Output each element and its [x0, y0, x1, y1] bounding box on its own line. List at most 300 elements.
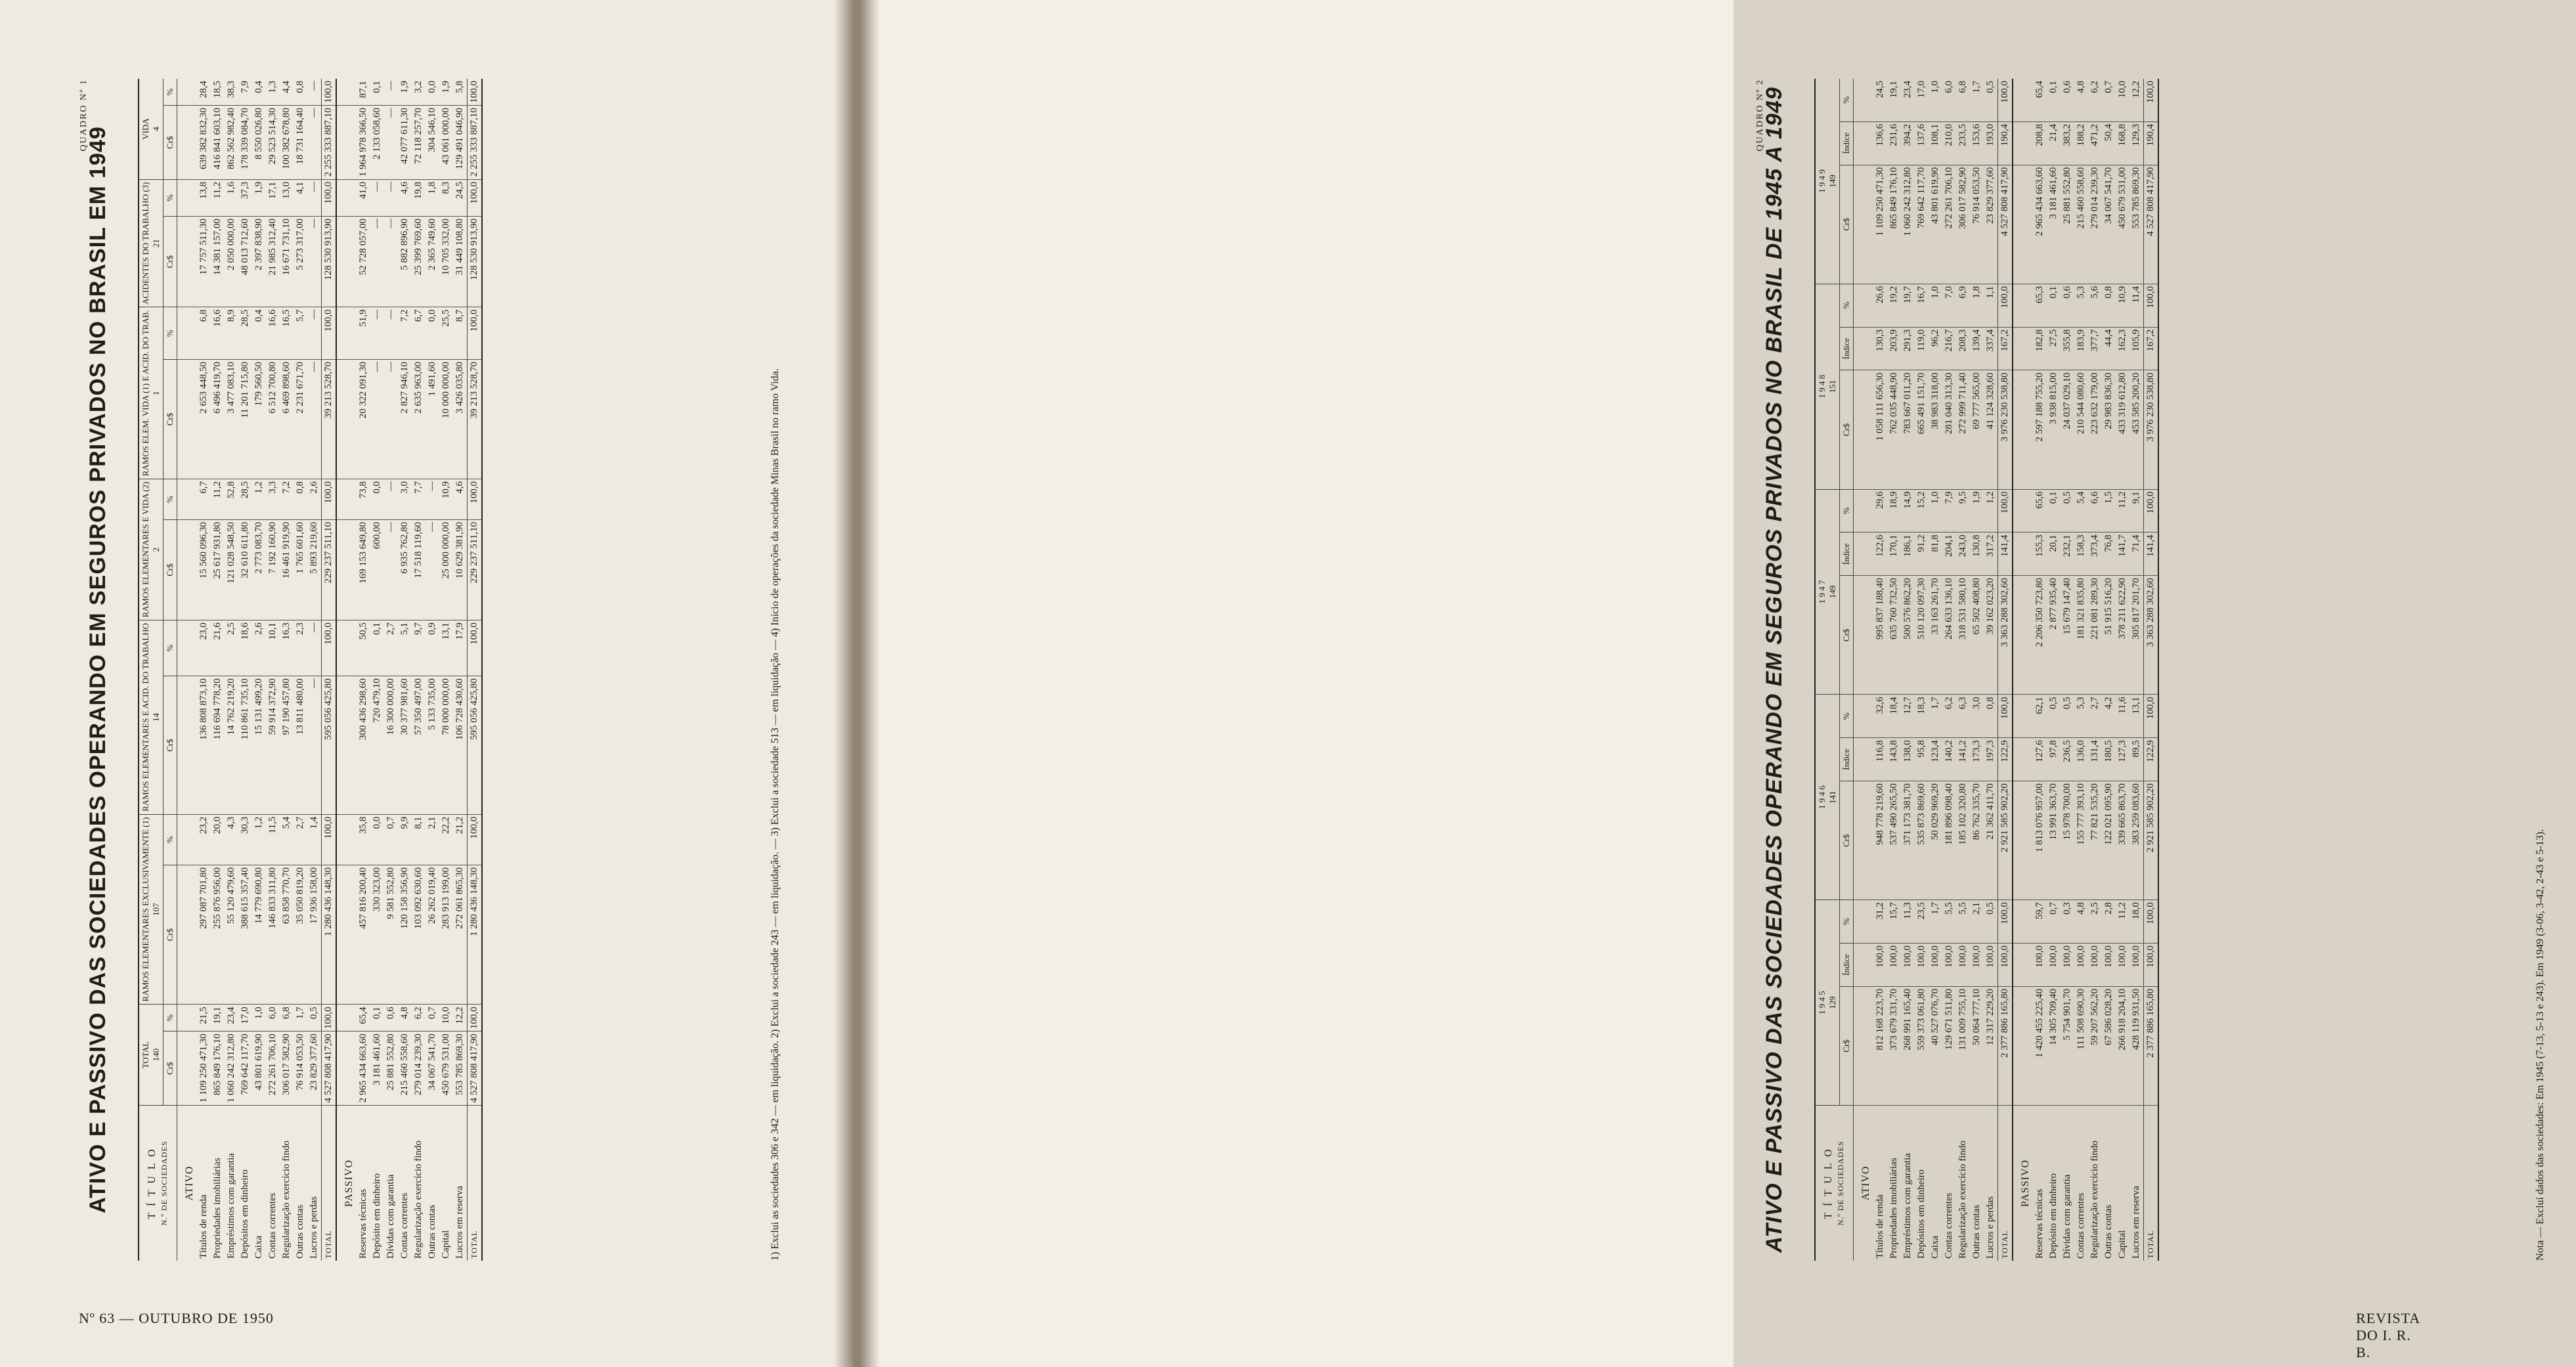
table-cell: 0,5 — [1984, 79, 1998, 121]
table-cell: 0,6 — [384, 1005, 398, 1031]
table-cell: 12,2 — [2129, 79, 2144, 121]
table-cell: 59 207 562,20 — [2088, 986, 2102, 1105]
table-cell: 28,5 — [238, 307, 252, 360]
row-label: Regularização exercício findo — [281, 1140, 292, 1259]
table-cell: 306 017 582,90 — [280, 1031, 294, 1106]
table-cell: 1,9 — [1970, 489, 1984, 532]
header-group: RAMOS ELEMENTARES E VIDA (2) 2 — [139, 479, 164, 620]
table-cell: 457 816 200,40 — [357, 865, 370, 1005]
table-cell: 28,5 — [238, 479, 252, 520]
table-cell: 215 460 558,60 — [398, 1031, 412, 1106]
table-cell: 4 527 808 417,90 — [468, 1031, 483, 1106]
header-cr: Cr$ — [164, 676, 177, 815]
row-label: Propriedades imobiliárias — [1888, 1158, 1899, 1259]
table-cell: 272 999 711,40 — [1956, 370, 1970, 489]
table-cell: 15 560 096,30 — [197, 519, 211, 620]
table-cell: 339 665 863,70 — [2116, 781, 2129, 900]
table-cell: 181 321 835,80 — [2074, 576, 2088, 695]
quadro-2-notes: Nota — Excluí dados das sociedades: Em 1945 (7-13, 5-13 e 243). Em 1949 (3-06, 3-42, 2-43 e 5-13). — [2535, 829, 2546, 1261]
ativo-section — [177, 79, 337, 1261]
table-cell: 141,7 — [2116, 532, 2129, 576]
section-spacer — [2013, 944, 2033, 987]
table-cell: 17 757 511,30 — [197, 216, 211, 307]
section-spacer — [177, 519, 198, 620]
table-cell: 3 426 035,80 — [453, 359, 468, 479]
table-cell: 4 527 808 417,90 — [1998, 165, 2013, 284]
table-cell: 8,3 — [439, 179, 453, 216]
table-cell: 3,0 — [398, 479, 412, 520]
table-cell: 100,0 — [2144, 944, 2159, 987]
table-cell: 3 181 461,60 — [370, 1031, 384, 1106]
table-cell: 100,0 — [1984, 944, 1998, 987]
table-cell: 100,0 — [1956, 944, 1970, 987]
table-cell: 1,5 — [2102, 489, 2116, 532]
table-cell: — — [370, 216, 384, 307]
row-label: Outras contas — [1971, 1204, 1982, 1259]
table-cell: 106 728 430,60 — [453, 676, 468, 815]
table-row — [211, 79, 225, 1261]
table-cell: 595 056 425,80 — [468, 676, 483, 815]
table-cell: 100,0 — [322, 479, 337, 520]
table-cell: 243,0 — [1956, 532, 1970, 576]
section-spacer — [1854, 165, 1874, 284]
table-cell: 2 133 058,60 — [370, 106, 384, 180]
table-cell: 20 322 091,30 — [357, 359, 370, 479]
table-row — [1915, 79, 1929, 1261]
header-cr: Cr$ — [1840, 370, 1854, 489]
table-row — [2033, 79, 2047, 1261]
table-cell: 812 168 223,70 — [1873, 986, 1887, 1105]
table-cell: 97,8 — [2047, 738, 2061, 781]
table-cell: 34 067 541,70 — [426, 1031, 439, 1106]
table-cell: — — [307, 79, 322, 106]
table-cell: 2 877 935,40 — [2047, 576, 2061, 695]
table-cell: 1,8 — [1970, 284, 1984, 327]
table-cell: 100 382 678,80 — [280, 106, 294, 180]
table-cell: 10 705 332,00 — [439, 216, 453, 307]
table-cell: 25 617 931,80 — [211, 519, 225, 620]
table-cell: 1,9 — [398, 79, 412, 106]
section-spacer — [336, 519, 357, 620]
footer-issue: Nº 63 — OUTUBRO DE 1950 — [79, 1310, 274, 1326]
row-label: Capital — [441, 1230, 451, 1259]
table-cell: 0,7 — [384, 814, 398, 865]
table-cell: 31,2 — [1873, 900, 1887, 944]
table-cell: 6,9 — [1956, 284, 1970, 327]
quadro-2 — [1755, 79, 2576, 1261]
table-cell: 2 653 448,50 — [197, 359, 211, 479]
table-cell: 11,2 — [211, 479, 225, 520]
ativo-section — [1854, 79, 2013, 1261]
table-cell: 23,4 — [1901, 79, 1915, 121]
table-cell: 2 921 585 902,20 — [2144, 781, 2159, 900]
table-cell: 100,0 — [468, 814, 483, 865]
table-cell: 103 092 630,60 — [412, 865, 426, 1005]
table-cell: 10,0 — [2116, 79, 2129, 121]
section-spacer — [1854, 738, 1874, 781]
table-cell: 30 377 981,60 — [398, 676, 412, 815]
table-cell: 76,8 — [2102, 532, 2116, 576]
table-cell: 388 615 357,40 — [238, 865, 252, 1005]
table-cell: 450 679 531,00 — [439, 1031, 453, 1106]
table-cell: 4,8 — [2074, 900, 2088, 944]
table-cell: 100,0 — [322, 814, 337, 865]
header-indice: Índice — [1840, 121, 1854, 165]
table-cell: — — [370, 359, 384, 479]
table-cell: — — [307, 620, 322, 676]
table-cell: 12,7 — [1901, 695, 1915, 738]
table-cell: 2,6 — [252, 620, 266, 676]
table-cell: 6 935 762,80 — [398, 519, 412, 620]
row-label: Lucros em reserva — [454, 1186, 465, 1259]
table-cell: 100,0 — [468, 179, 483, 216]
section-spacer — [2013, 79, 2033, 121]
table-cell: 23 829 377,60 — [1984, 165, 1998, 284]
table-cell: 210,0 — [1942, 121, 1956, 165]
table-cell: 203,9 — [1887, 327, 1901, 370]
table-cell: 10,1 — [266, 620, 280, 676]
table-cell: — — [384, 79, 398, 106]
header-group: RAMOS ELEMENTARES E ACID. DO TRABALHO 14 — [139, 620, 164, 815]
table-cell: 24 037 029,10 — [2061, 370, 2074, 489]
table-cell: 21 362 411,70 — [1984, 781, 1998, 900]
table-cell: 3 976 230 538,80 — [2144, 370, 2159, 489]
table-cell: 129 491 046,90 — [453, 106, 468, 180]
table-cell: 23,2 — [197, 814, 211, 865]
table-cell: 91,2 — [1915, 532, 1929, 576]
table-cell: 10,0 — [439, 1005, 453, 1031]
table-cell: 28,4 — [197, 79, 211, 106]
table-cell: 19,7 — [1901, 284, 1915, 327]
quadro-2-title: ATIVO E PASSIVO DAS SOCIEDADES OPERANDO EM SEGUROS PRIVADOS NO BRASIL DE 1945 A 1949 — [1762, 87, 1787, 1253]
table-cell: 215 460 558,60 — [2074, 165, 2088, 284]
table-cell: 1,9 — [252, 179, 266, 216]
header-titulo: T Í T U L O N.º DE SOCIEDADES — [139, 1106, 177, 1261]
table-cell: 22,2 — [439, 814, 453, 865]
table-cell: 127,3 — [2116, 738, 2129, 781]
table-cell: 100,0 — [2116, 944, 2129, 987]
table-cell: 100,0 — [2144, 695, 2159, 738]
table-row — [2129, 79, 2144, 1261]
table-cell: 169 153 649,80 — [357, 519, 370, 620]
table-cell: 0,1 — [2047, 489, 2061, 532]
table-cell: 21 985 312,40 — [266, 216, 280, 307]
table-cell: 100,0 — [1873, 944, 1887, 987]
section-spacer — [177, 676, 198, 815]
table-cell: 50 064 777,10 — [1970, 986, 1984, 1105]
table-cell: — — [384, 307, 398, 360]
table-cell: 9,5 — [1956, 489, 1970, 532]
table-cell: 4 527 808 417,90 — [2144, 165, 2159, 284]
table-cell: — — [307, 676, 322, 815]
table-cell: 0,0 — [370, 814, 384, 865]
quadro-1-table — [138, 79, 483, 1261]
table-cell: 18,4 — [1887, 695, 1901, 738]
table-cell: 2 965 434 663,60 — [2033, 165, 2047, 284]
header-group: TOTAL 140 — [139, 1005, 164, 1106]
table-cell: 7,9 — [238, 79, 252, 106]
table-cell: 12,2 — [453, 1005, 468, 1031]
row-label: Capital — [2117, 1230, 2128, 1259]
table-row — [2061, 79, 2074, 1261]
header-pct: % — [1840, 900, 1854, 944]
section-spacer — [336, 79, 357, 106]
header-group: VIDA 4 — [139, 79, 164, 179]
table-cell: 5 882 896,90 — [398, 216, 412, 307]
table-cell: 87,1 — [357, 79, 370, 106]
table-cell: 4,2 — [2102, 695, 2116, 738]
table-cell: 600,00 — [370, 519, 384, 620]
section-spacer — [2013, 327, 2033, 370]
table-cell: 116,8 — [1873, 738, 1887, 781]
header-cr: Cr$ — [164, 216, 177, 307]
section-spacer — [1854, 489, 1874, 532]
row-label: TOTAL — [2144, 1106, 2159, 1261]
table-cell: 10 629 381,90 — [453, 519, 468, 620]
table-cell: 4,1 — [294, 179, 307, 216]
table-cell: 155,3 — [2033, 532, 2047, 576]
table-cell: 1 813 076 957,00 — [2033, 781, 2047, 900]
table-cell: 42 077 611,30 — [398, 106, 412, 180]
table-cell: 19,1 — [1887, 79, 1901, 121]
row-label: Depósito em dinheiro — [2048, 1173, 2059, 1259]
section-spacer — [1854, 944, 1874, 987]
table-cell: 1 060 242 312,80 — [1901, 165, 1915, 284]
section-spacer — [336, 216, 357, 307]
table-cell: 21,5 — [197, 1005, 211, 1031]
table-cell: 0,0 — [426, 307, 439, 360]
table-cell: 510 120 097,30 — [1915, 576, 1929, 695]
row-label: Reservas técnicas — [2034, 1188, 2045, 1259]
table-cell: 2,1 — [426, 814, 439, 865]
table-row — [1887, 79, 1901, 1261]
section-spacer — [177, 1005, 198, 1031]
table-cell: 100,0 — [468, 620, 483, 676]
table-cell: 178 339 084,70 — [238, 106, 252, 180]
table-cell: 317,2 — [1984, 532, 1998, 576]
table-cell: 100,0 — [1887, 944, 1901, 987]
table-cell: 0,0 — [426, 79, 439, 106]
section-spacer — [1854, 79, 1874, 121]
table-cell: 11,2 — [2116, 489, 2129, 532]
table-cell: — — [307, 106, 322, 180]
table-cell: 9 581 552,80 — [384, 865, 398, 1005]
table-cell: 105,9 — [2129, 327, 2144, 370]
table-cell: 537 490 265,50 — [1887, 781, 1901, 900]
total-row — [2144, 79, 2159, 1261]
section-spacer — [336, 179, 357, 216]
table-cell: 5,8 — [453, 79, 468, 106]
table-cell: 272 261 706,10 — [1942, 165, 1956, 284]
section-spacer — [2013, 284, 2033, 327]
header-pct: % — [1840, 695, 1854, 738]
table-cell: 13,1 — [2129, 695, 2144, 738]
table-cell: 500 576 862,20 — [1901, 576, 1915, 695]
header-pct: % — [164, 814, 177, 865]
table-cell: 0,8 — [294, 79, 307, 106]
table-row — [280, 79, 294, 1261]
table-row — [1984, 79, 1998, 1261]
table-cell: 221 081 289,30 — [2088, 576, 2102, 695]
table-cell: 65,4 — [357, 1005, 370, 1031]
table-cell: 17,0 — [238, 1005, 252, 1031]
table-cell: 1 058 111 656,30 — [1873, 370, 1887, 489]
table-cell: 143,8 — [1887, 738, 1901, 781]
table-cell: 0,8 — [1984, 695, 1998, 738]
table-cell: 2 827 946,10 — [398, 359, 412, 479]
header-indice: Índice — [1840, 944, 1854, 987]
table-cell: 43 801 619,90 — [1929, 165, 1942, 284]
table-cell: 283 913 199,00 — [439, 865, 453, 1005]
table-row — [357, 79, 370, 1261]
table-cell: 23,4 — [225, 1005, 238, 1031]
table-cell: 17,9 — [453, 620, 468, 676]
table-cell: 181 896 098,40 — [1942, 781, 1956, 900]
section-spacer — [1854, 576, 1874, 695]
section-spacer — [177, 814, 198, 865]
table-row — [439, 79, 453, 1261]
table-cell: 30,3 — [238, 814, 252, 865]
table-cell: 2 050 000,00 — [225, 216, 238, 307]
table-cell: 5 133 735,00 — [426, 676, 439, 815]
row-label: Dívidas com garantia — [385, 1174, 396, 1259]
table-cell: 137,6 — [1915, 121, 1929, 165]
table-cell: 35,8 — [357, 814, 370, 865]
table-cell: 0,5 — [2061, 695, 2074, 738]
table-cell: 18,9 — [1887, 489, 1901, 532]
table-cell: 1,7 — [1970, 79, 1984, 121]
table-cell: 1,3 — [266, 79, 280, 106]
table-cell: 100,0 — [322, 620, 337, 676]
table-cell: 1,8 — [426, 179, 439, 216]
table-cell: 272 061 865,30 — [453, 865, 468, 1005]
table-cell: 6,0 — [266, 1005, 280, 1031]
table-cell: 6,7 — [412, 307, 426, 360]
table-cell: 210 544 080,60 — [2074, 370, 2088, 489]
table-cell: 300 436 298,60 — [357, 676, 370, 815]
table-cell: 37,3 — [238, 179, 252, 216]
table-cell: 29 523 514,30 — [266, 106, 280, 180]
table-cell: 23,0 — [197, 620, 211, 676]
table-cell: 100,0 — [1998, 944, 2013, 987]
section-spacer — [177, 307, 198, 360]
table-cell: 10,9 — [439, 479, 453, 520]
table-cell: 25 000 000,00 — [439, 519, 453, 620]
section-spacer — [177, 479, 198, 520]
table-cell: 0,5 — [2047, 695, 2061, 738]
table-cell: 5,7 — [294, 307, 307, 360]
table-cell: 136 808 873,10 — [197, 676, 211, 815]
table-cell: 14 779 690,80 — [252, 865, 266, 1005]
table-cell: 197,3 — [1984, 738, 1998, 781]
row-label: Depósitos em dinheiro — [240, 1169, 250, 1259]
table-cell: — — [426, 519, 439, 620]
table-cell: 69 777 565,00 — [1970, 370, 1984, 489]
table-cell: 51,9 — [357, 307, 370, 360]
table-cell: 783 667 011,20 — [1901, 370, 1915, 489]
table-cell: 5 893 219,60 — [307, 519, 322, 620]
section-spacer — [2013, 121, 2033, 165]
header-pct: % — [1840, 79, 1854, 121]
table-row — [384, 79, 398, 1261]
table-cell: 96,2 — [1929, 327, 1942, 370]
table-cell: 129,3 — [2129, 121, 2144, 165]
table-cell: 25 881 552,80 — [384, 1031, 398, 1106]
table-cell: 208,3 — [1956, 327, 1970, 370]
table-cell: 279 014 239,30 — [412, 1031, 426, 1106]
table-cell: 139,4 — [1970, 327, 1984, 370]
header-year: 1 9 4 5 129 — [1815, 900, 1840, 1106]
table-cell: 450 679 531,00 — [2116, 165, 2129, 284]
table-cell: 0,6 — [2061, 284, 2074, 327]
table-cell: 6,6 — [2088, 489, 2102, 532]
table-cell: 383 259 083,60 — [2129, 781, 2144, 900]
table-cell: 18,0 — [2129, 900, 2144, 944]
header-pct: % — [164, 79, 177, 106]
table-cell: 1,2 — [1984, 489, 1998, 532]
quadro-1-title: ATIVO E PASSIVO DAS SOCIEDADES OPERANDO EM SEGUROS PRIVADOS NO BRASIL EM 1949 — [85, 126, 110, 1213]
table-cell: 14,9 — [1901, 489, 1915, 532]
table-cell: 6,8 — [1956, 79, 1970, 121]
table-cell: 5 273 317,00 — [294, 216, 307, 307]
row-label: Dívidas com garantia — [2062, 1174, 2072, 1259]
table-cell: 7 192 160,90 — [266, 519, 280, 620]
section-spacer — [2013, 781, 2033, 900]
table-cell: 141,4 — [2144, 532, 2159, 576]
table-cell: 2,5 — [2088, 900, 2102, 944]
table-cell: 5,5 — [1942, 900, 1956, 944]
row-label: Regularização exercício findo — [1957, 1140, 1968, 1259]
left-page — [0, 0, 865, 1367]
table-cell: 11,3 — [1901, 900, 1915, 944]
table-cell: 3,3 — [266, 479, 280, 520]
table-row — [225, 79, 238, 1261]
table-cell: 10 000 000,00 — [439, 359, 453, 479]
table-cell: 38 983 318,00 — [1929, 370, 1942, 489]
table-cell: 146 833 311,80 — [266, 865, 280, 1005]
table-cell: 29 983 836,30 — [2102, 370, 2116, 489]
table-cell: 122,6 — [1873, 532, 1887, 576]
header-pct: % — [164, 1005, 177, 1031]
table-row — [1970, 79, 1984, 1261]
table-cell: 141,4 — [1998, 532, 2013, 576]
table-cell: 12 317 229,20 — [1984, 986, 1998, 1105]
table-cell: 2 365 749,60 — [426, 216, 439, 307]
table-cell: 720 479,10 — [370, 676, 384, 815]
row-label: Outras contas — [427, 1204, 437, 1259]
table-cell: 2 377 886 165,80 — [2144, 986, 2159, 1105]
table-cell: 95,8 — [1915, 738, 1929, 781]
table-cell: 100,0 — [2088, 944, 2102, 987]
header-indice: Índice — [1840, 327, 1854, 370]
table-cell: 13,0 — [280, 179, 294, 216]
table-cell: 65 502 408,80 — [1970, 576, 1984, 695]
table-cell: 180,5 — [2102, 738, 2116, 781]
table-row — [1901, 79, 1915, 1261]
table-cell: — — [384, 106, 398, 180]
table-cell: 18,3 — [1915, 695, 1929, 738]
table-cell: 330 323,00 — [370, 865, 384, 1005]
section-spacer — [1854, 370, 1874, 489]
table-cell: 173,3 — [1970, 738, 1984, 781]
table-cell: 6 512 700,80 — [266, 359, 280, 479]
table-cell: 229 237 511,10 — [468, 519, 483, 620]
table-cell: 2 377 886 165,80 — [1998, 986, 2013, 1105]
row-label: Outras contas — [2103, 1204, 2114, 1259]
table-cell: 76 914 053,50 — [1970, 165, 1984, 284]
table-cell: 100,0 — [322, 79, 337, 106]
table-cell: 141,2 — [1956, 738, 1970, 781]
